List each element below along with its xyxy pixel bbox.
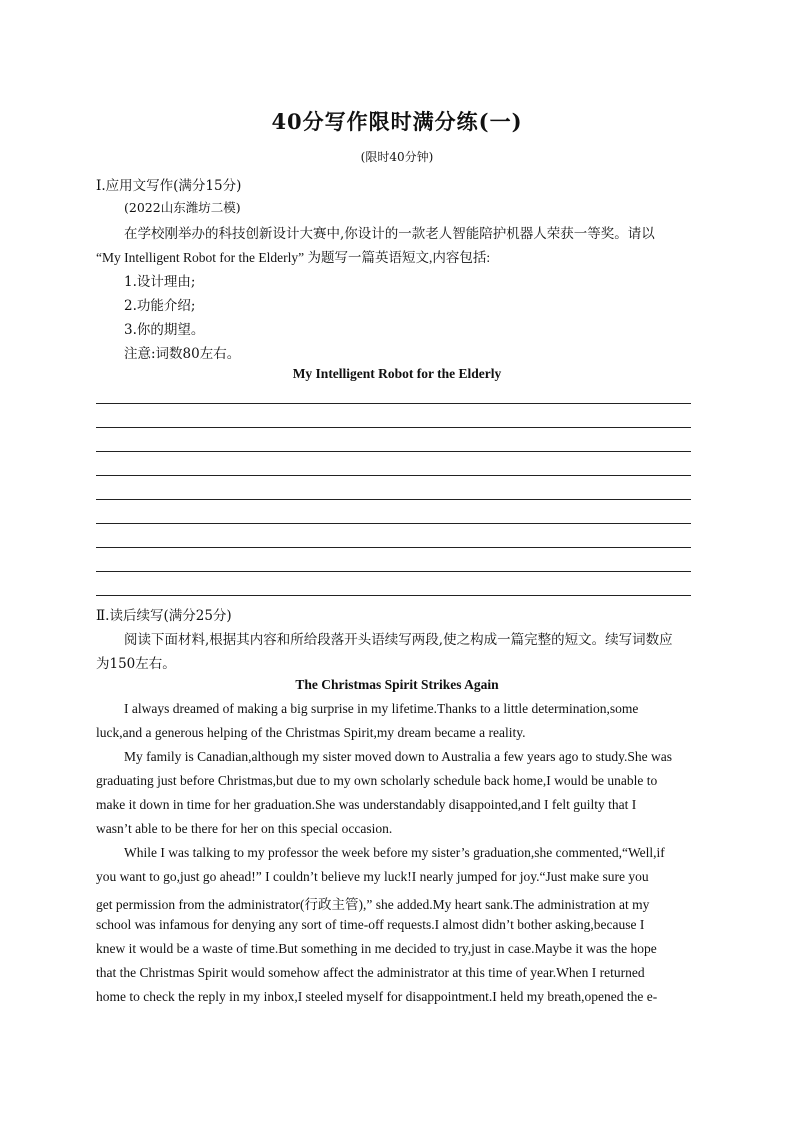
passage-line: school was infamous for denying any sort of time-off requests.I almost didn’t bother asking,because I xyxy=(96,917,645,932)
section1-note: 注意:词数80左右。 xyxy=(124,346,241,362)
passage-line: My family is Canadian,although my sister moved down to Australia a few years ago to study.She was xyxy=(124,749,673,764)
passage-line: knew it would be a waste of time.But something in me decided to try,just in case.Maybe it was the hope xyxy=(96,941,657,956)
writing-line xyxy=(96,571,691,572)
passage-title: The Christmas Spirit Strikes Again xyxy=(295,677,499,692)
passage-line: make it down in time for her graduation.She was understandably disappointed,and I felt guilty that I xyxy=(96,797,637,812)
writing-line xyxy=(96,475,691,476)
writing-line xyxy=(96,547,691,548)
passage-line: get permission from the administrator(行政主管),” she added.My heart sank.The administration at my xyxy=(96,897,650,912)
section2-instr-line2: 为150左右。 xyxy=(96,656,176,672)
passage-line: that the Christmas Spirit would somehow affect the administrator at this time of year.When I returned xyxy=(96,965,645,980)
writing-line xyxy=(96,403,691,404)
passage-line: While I was talking to my professor the week before my sister’s graduation,she commented,“Well,if xyxy=(124,845,665,860)
passage-line: I always dreamed of making a big surprise in my lifetime.Thanks to a little determination,some xyxy=(124,701,639,716)
section1-item-3: 3.你的期望。 xyxy=(124,322,205,338)
writing-line xyxy=(96,451,691,452)
passage-line: home to check the reply in my inbox,I steeled myself for disappointment.I held my breath,opened the e- xyxy=(96,989,658,1004)
passage-line: luck,and a generous helping of the Christmas Spirit,my dream became a reality. xyxy=(96,725,526,740)
section2-heading: Ⅱ.读后续写(满分25分) xyxy=(96,608,232,624)
writing-line xyxy=(96,523,691,524)
passage-line: graduating just before Christmas,but due to my own scholarly schedule back home,I would be unable to xyxy=(96,773,658,788)
writing-line xyxy=(96,595,691,596)
section1-prompt-line1: 在学校刚举办的科技创新设计大赛中,你设计的一款老人智能陪护机器人荣获一等奖。请以 xyxy=(124,226,655,242)
section1-prompt-line2: “My Intelligent Robot for the Elderly” 为题写一篇英语短文,内容包括: xyxy=(96,250,491,265)
section1-item-1: 1.设计理由; xyxy=(124,274,196,290)
writing-line xyxy=(96,427,691,428)
section1-heading: Ⅰ.应用文写作(满分15分) xyxy=(96,178,242,194)
page-title: 40分写作限时满分练(一) xyxy=(271,109,523,134)
section2-instr-line1: 阅读下面材料,根据其内容和所给段落开头语续写两段,使之构成一篇完整的短文。续写词数应 xyxy=(124,632,673,648)
section1-item-2: 2.功能介绍; xyxy=(124,298,196,314)
writing-line xyxy=(96,499,691,500)
section1-source: (2022山东潍坊二模) xyxy=(124,200,241,215)
passage-line: you want to go,just go ahead!” I couldn’t believe my luck!I nearly jumped for joy.“Just make sure you xyxy=(96,869,649,884)
essay-title: My Intelligent Robot for the Elderly xyxy=(292,366,502,381)
passage-line: wasn’t able to be there for her on this special occasion. xyxy=(96,821,393,836)
time-limit: (限时40分钟) xyxy=(360,150,434,164)
